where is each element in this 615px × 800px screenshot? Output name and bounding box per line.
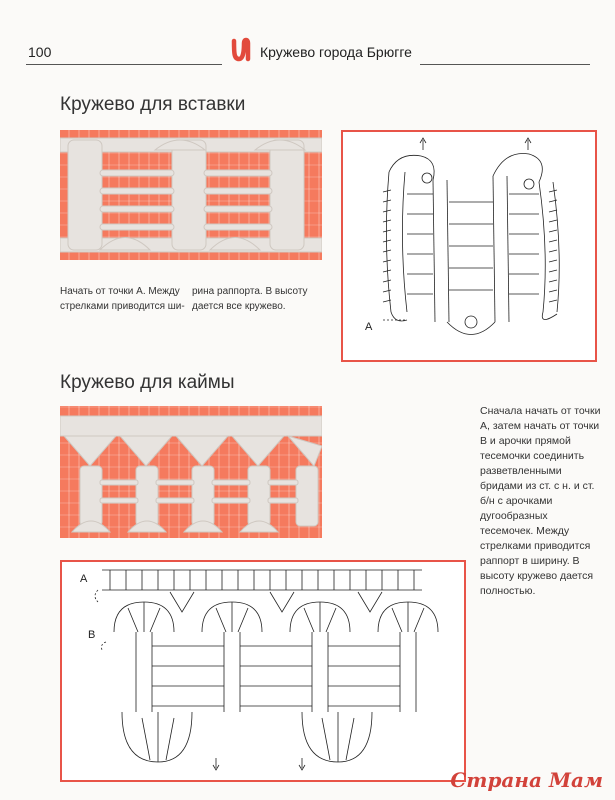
- insert-lace-diagram: [341, 130, 597, 362]
- edging-lace-photo: [60, 406, 322, 538]
- section-title-insert: Кружево для вставки: [60, 94, 246, 115]
- section-title-edging: Кружево для каймы: [60, 372, 235, 393]
- edging-lace-diagram: [60, 560, 466, 782]
- insert-caption-right: рина раппорта. В высоту дается все кружево.: [192, 286, 308, 312]
- chapter-title: Кружево города Брюгге: [260, 44, 412, 60]
- insert-lace-photo: [60, 130, 322, 260]
- header-rule-right: [420, 64, 590, 65]
- point-a-label-insert: A: [365, 321, 373, 333]
- watermark-logo: Страна Мам: [450, 768, 603, 792]
- page-number: 100: [28, 44, 52, 60]
- point-b-label-edging: B: [88, 629, 96, 641]
- edging-instructions: Сначала начать от точки А, затем начать от точки В и арочки прямой тесемочки соединить разветвленными бридами из ст. с н. и ст. б/н с арочками дугообразных тесемочек. Между стрелками приводится раппорт в ширину. В высоту кружево дается полностью.: [480, 405, 601, 597]
- insert-caption-left: Начать от точки А. Между стрелками приводится ши-: [60, 286, 185, 312]
- header-rule-left: [26, 64, 222, 65]
- chapter-logo-icon: [228, 37, 254, 63]
- point-a-label-edging: A: [80, 573, 88, 585]
